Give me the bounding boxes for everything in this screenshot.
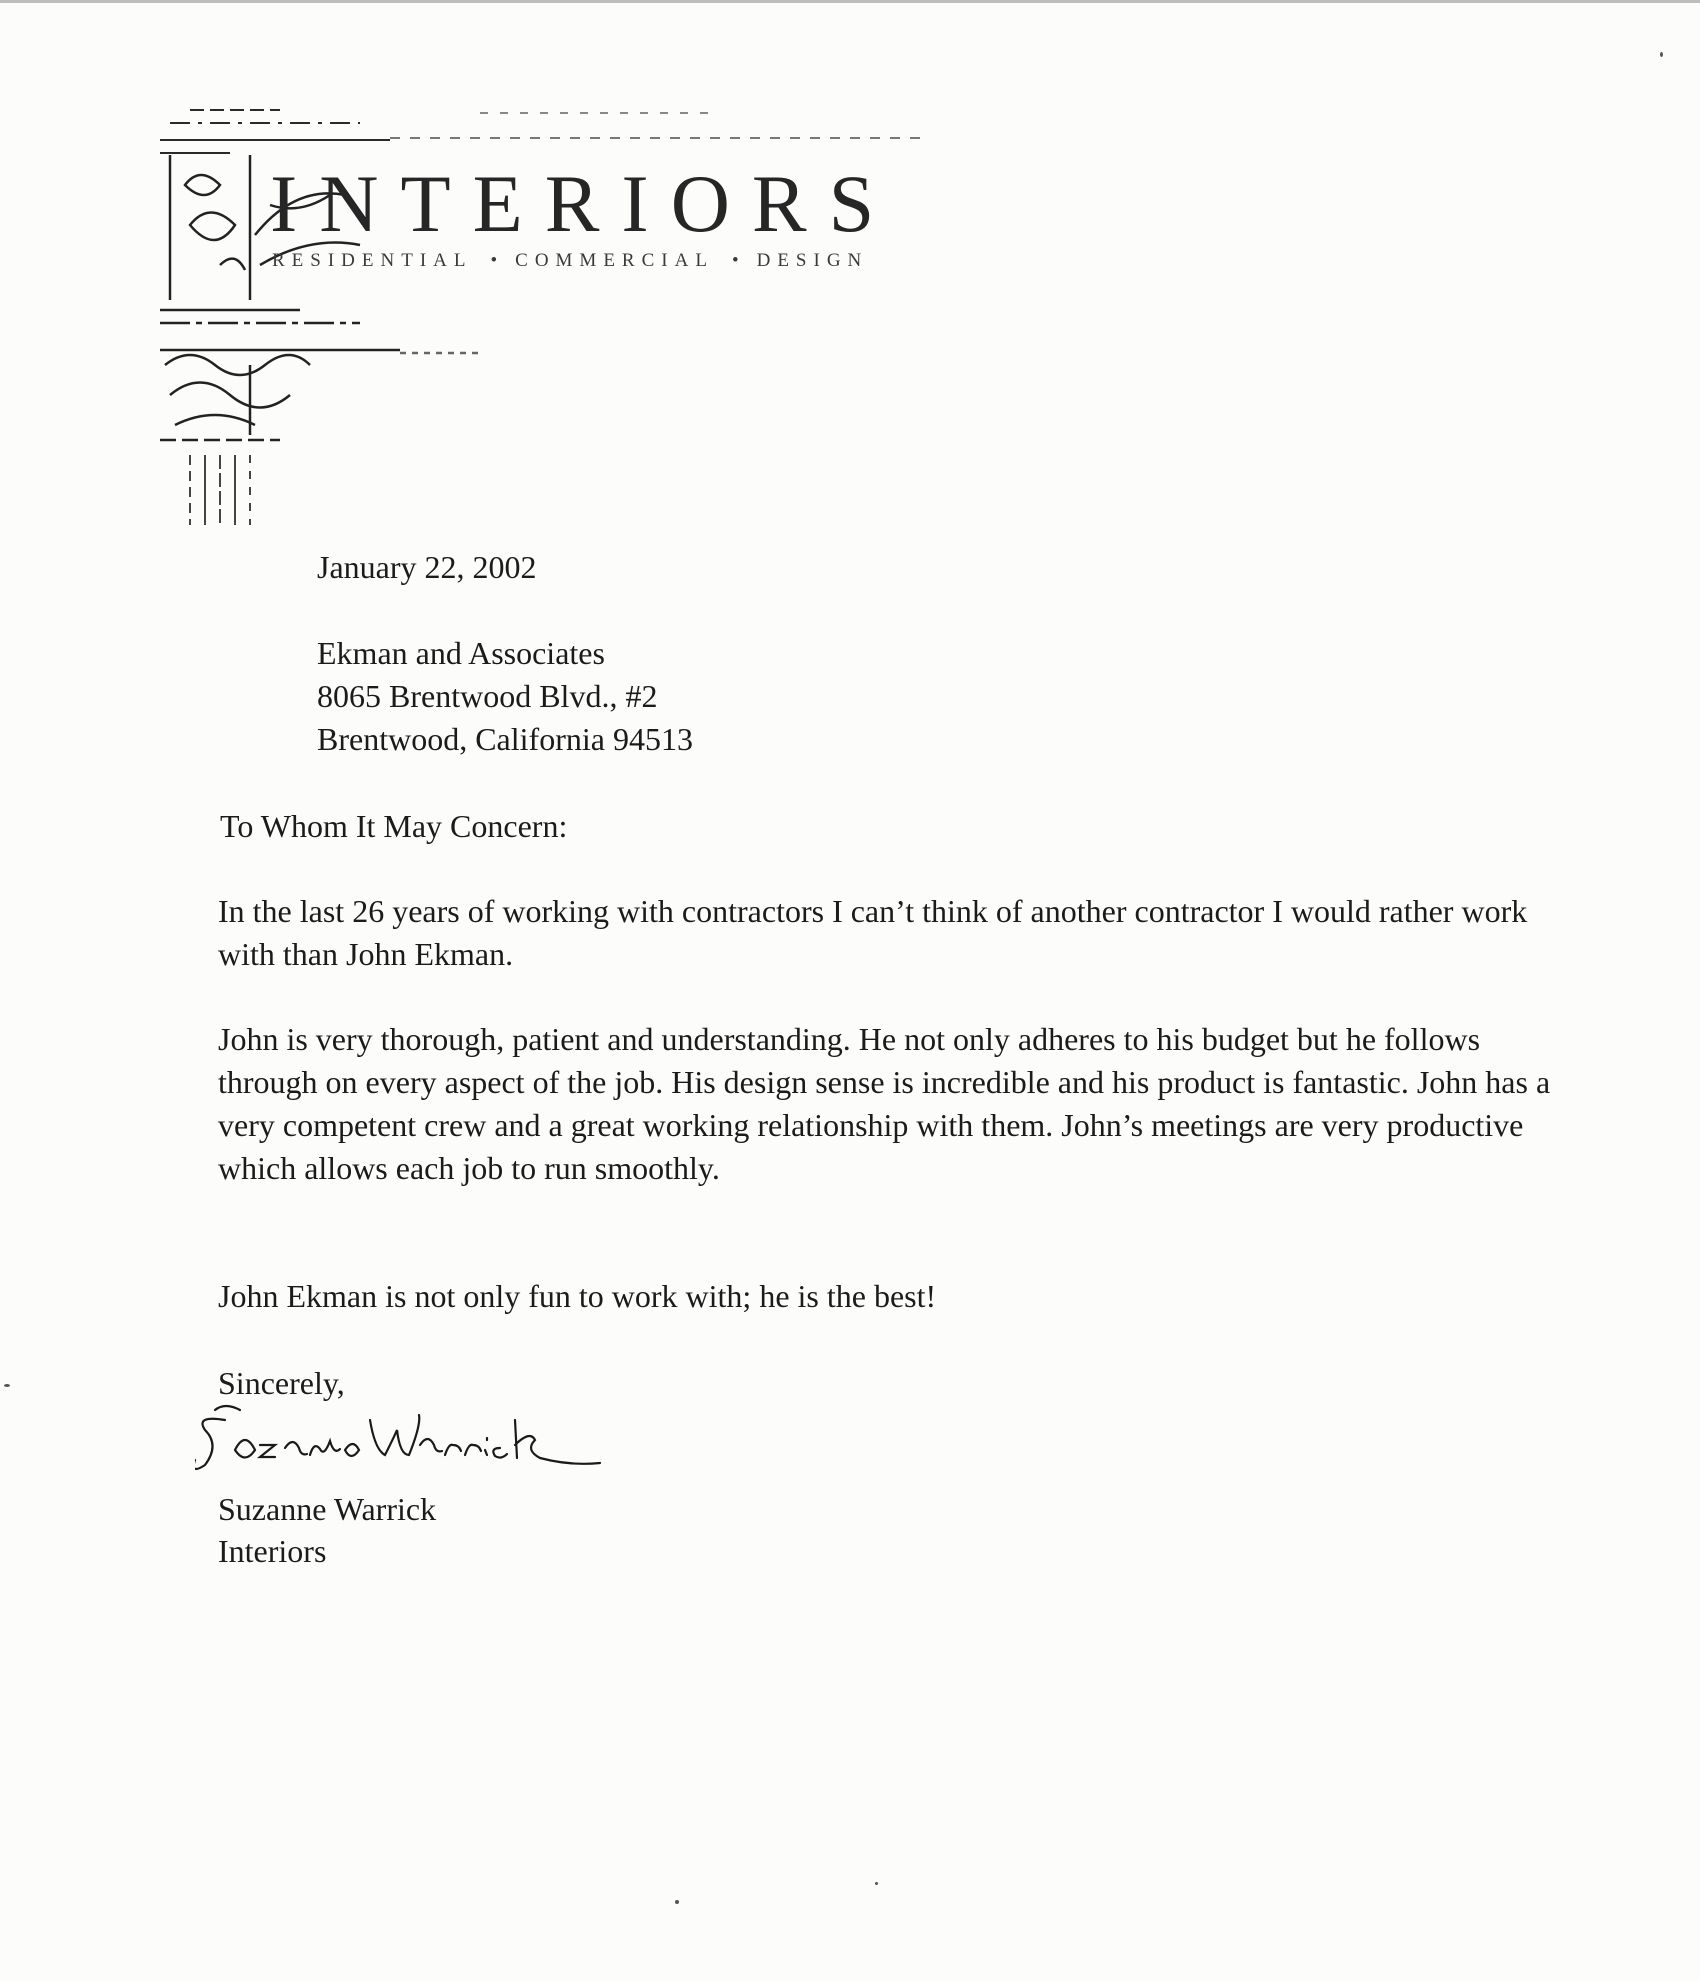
scan-top-edge bbox=[0, 0, 1700, 3]
scan-speck bbox=[675, 1900, 679, 1904]
scan-speck bbox=[4, 1384, 10, 1387]
letterhead bbox=[160, 95, 960, 535]
scan-speck bbox=[875, 1882, 878, 1885]
tagline-separator: • bbox=[490, 250, 498, 271]
closing: Sincerely, bbox=[218, 1365, 345, 1401]
signer-company: Interiors bbox=[218, 1533, 327, 1569]
signer-name: Suzanne Warrick bbox=[218, 1491, 437, 1527]
body-paragraph-3: John Ekman is not only fun to work with; he is the best! bbox=[218, 1278, 937, 1314]
letter-date: January 22, 2002 bbox=[317, 549, 537, 585]
body-paragraph-2: John is very thorough, patient and understanding. He not only adheres to his budget but he follows through on every aspect of the job. His design sense is incredible and his product is fantastic. John has a very competent crew and a great working relationship with them. John’s meetings are very productive which allows each job to run smoothly. bbox=[218, 1021, 1551, 1186]
scan-speck bbox=[1660, 52, 1663, 57]
signature bbox=[195, 1400, 615, 1490]
tagline-residential: RESIDENTIAL bbox=[272, 250, 473, 271]
letterhead-title: INTERIORS bbox=[270, 158, 897, 249]
recipient-street: 8065 Brentwood Blvd., #2 bbox=[317, 678, 658, 714]
letterhead-tagline bbox=[272, 250, 912, 272]
recipient-city: Brentwood, California 94513 bbox=[317, 721, 693, 757]
body-paragraph-1: In the last 26 years of working with contractors I can’t think of another contractor I would rather work with than John Ekman. bbox=[218, 893, 1528, 972]
salutation: To Whom It May Concern: bbox=[220, 808, 568, 844]
tagline-design: DESIGN bbox=[756, 250, 869, 271]
tagline-separator: • bbox=[731, 250, 739, 271]
tagline-commercial: COMMERCIAL bbox=[515, 250, 714, 271]
recipient-name: Ekman and Associates bbox=[317, 635, 605, 671]
